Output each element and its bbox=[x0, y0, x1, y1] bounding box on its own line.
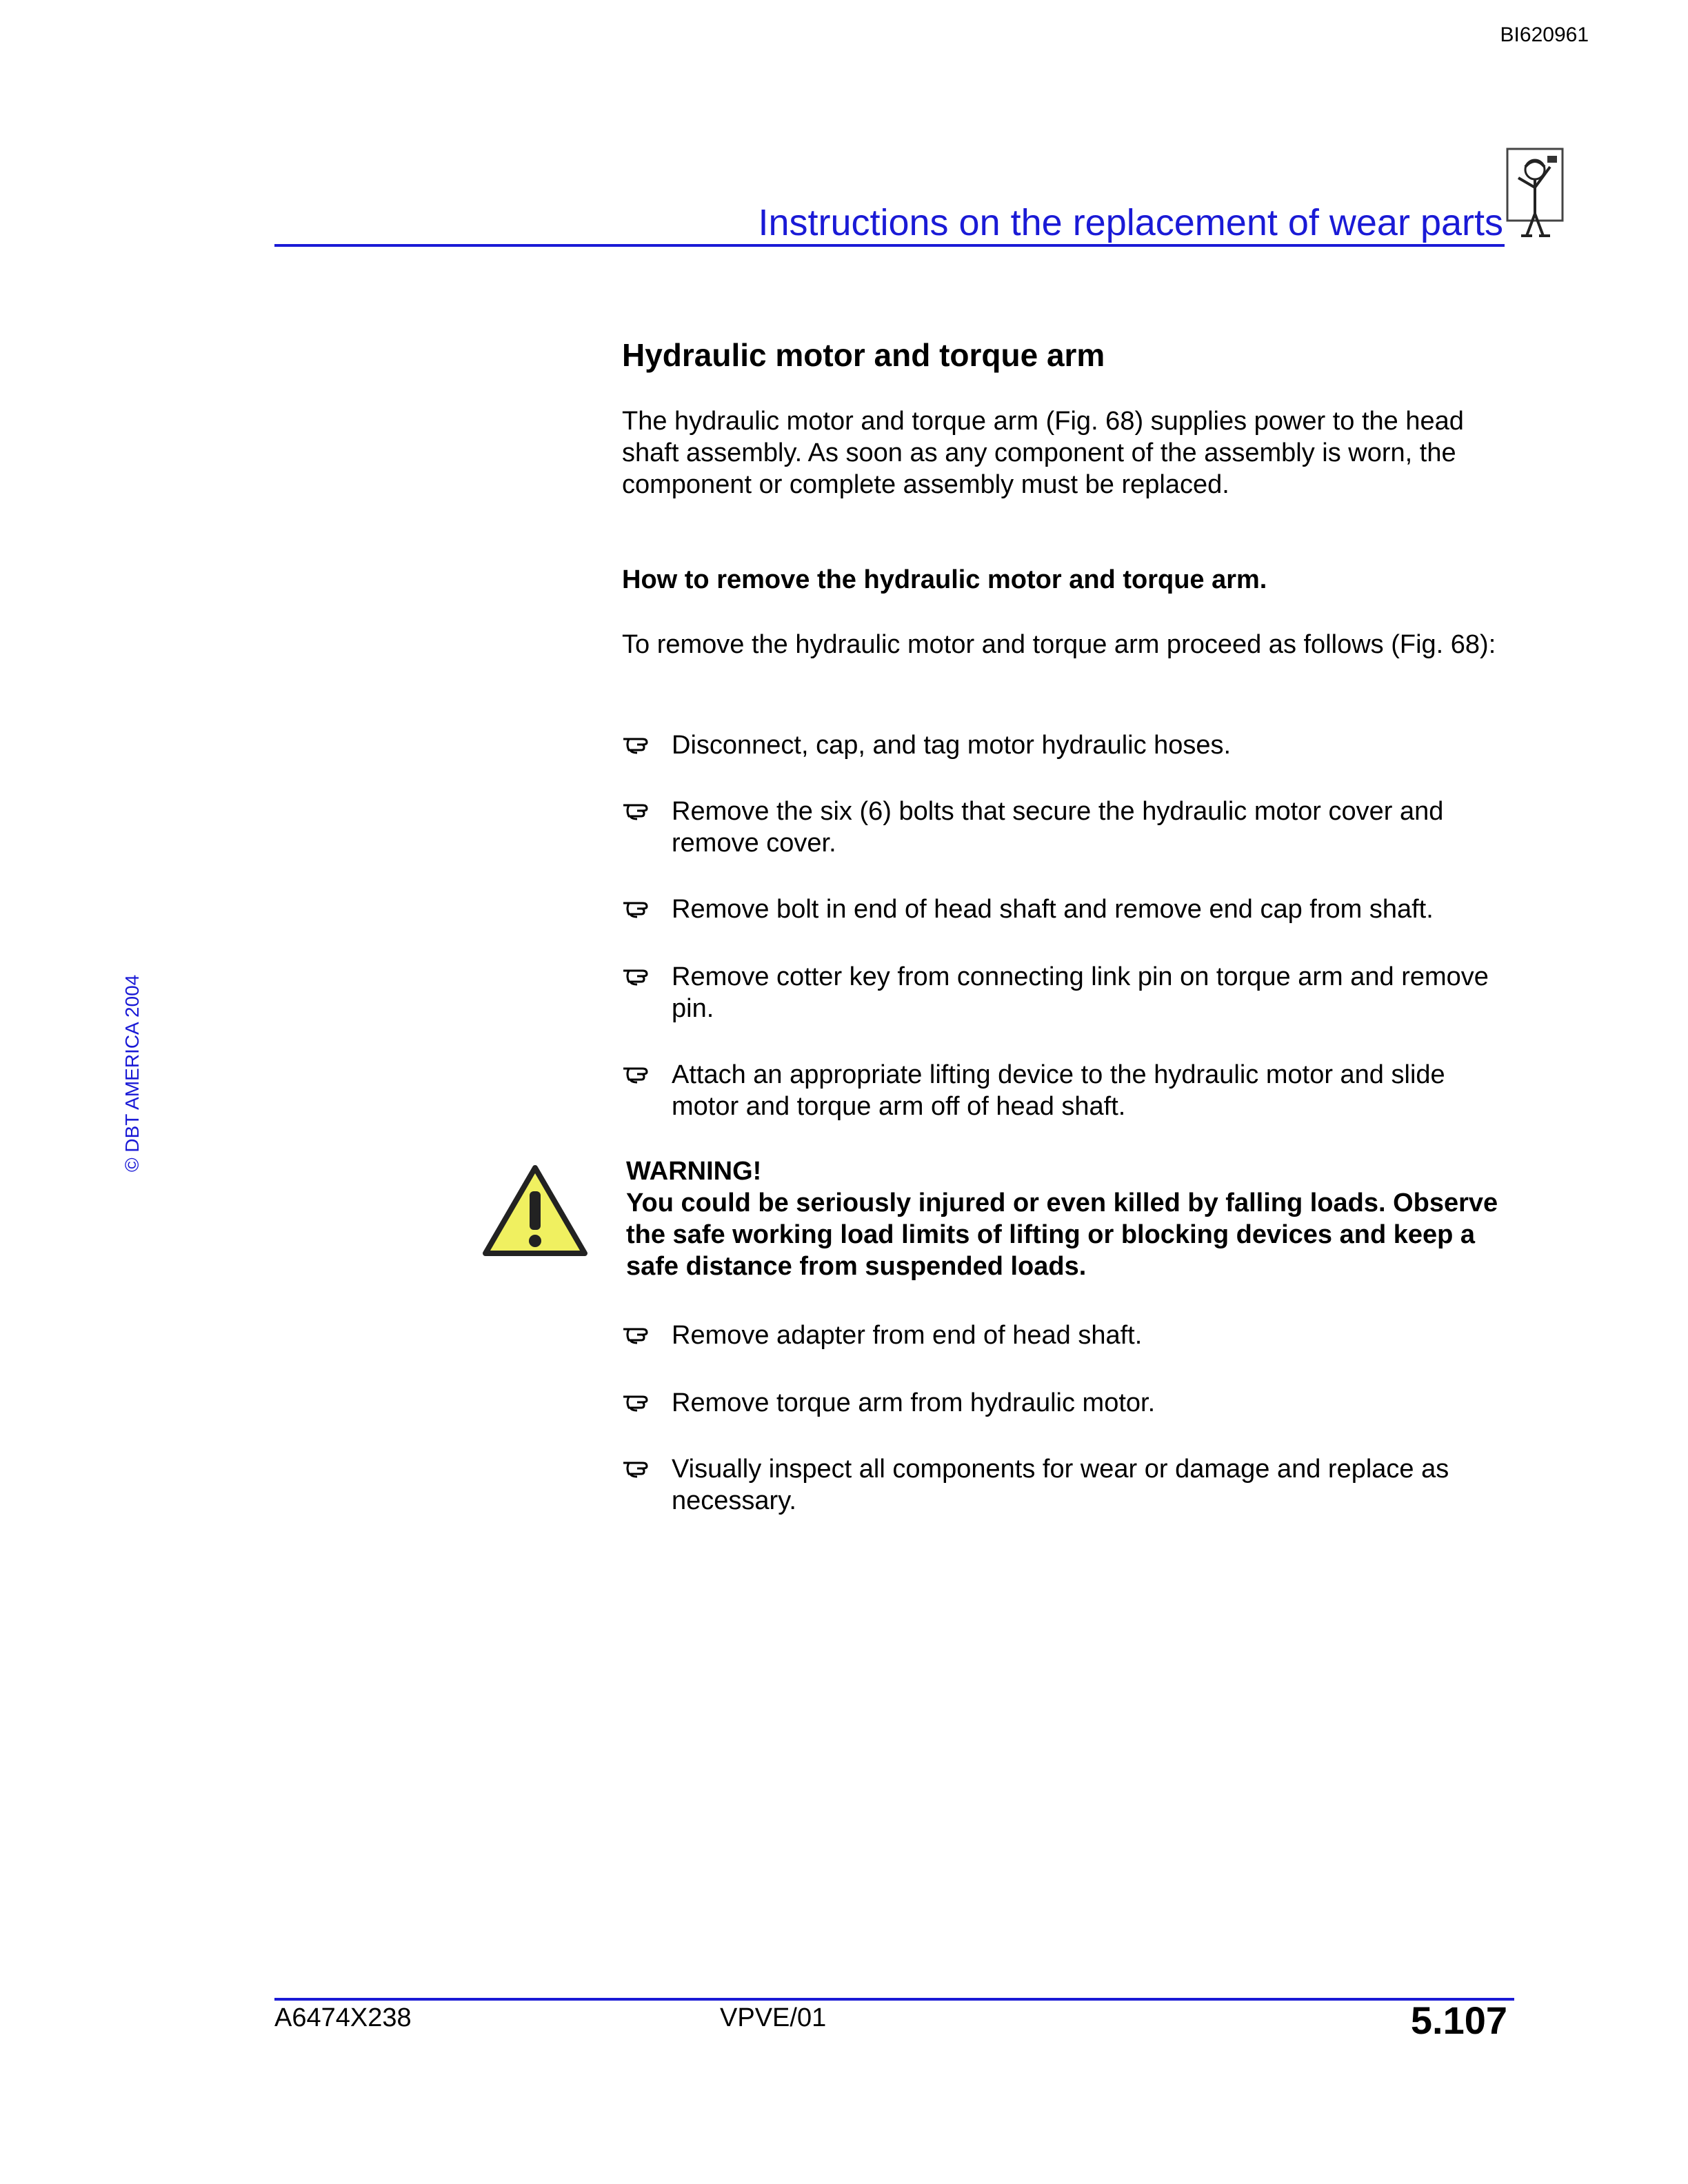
pointing-hand-icon bbox=[622, 1059, 652, 1086]
footer-rule bbox=[274, 1998, 1514, 2001]
footer-revision: VPVE/01 bbox=[720, 2003, 827, 2032]
warning-text: You could be seriously injured or even killed by falling loads. Observe the safe working load limits of lifting or blocking devices and keep a safe distance from suspended loads. bbox=[626, 1189, 1498, 1281]
step-text: Attach an appropriate lifting device to the hydraulic motor and slide motor and torque arm off of head shaft. bbox=[672, 1060, 1445, 1121]
document-id: BI620961 bbox=[1500, 23, 1589, 46]
page-number: 5.107 bbox=[1410, 1999, 1507, 2042]
pointing-hand-icon bbox=[622, 1453, 652, 1481]
step-text: Remove adapter from end of head shaft. bbox=[672, 1321, 1143, 1350]
pointing-hand-icon bbox=[622, 961, 652, 989]
warning-label: WARNING! bbox=[626, 1157, 762, 1186]
pointing-hand-icon bbox=[622, 893, 652, 921]
header-rule bbox=[274, 244, 1505, 247]
section-title: Hydraulic motor and torque arm bbox=[622, 337, 1105, 373]
step-text: Visually inspect all components for wear or damage and replace as necessary. bbox=[672, 1455, 1449, 1515]
procedure-intro: To remove the hydraulic motor and torque arm proceed as follows (Fig. 68): bbox=[622, 630, 1496, 659]
pointing-hand-icon bbox=[622, 1320, 652, 1347]
side-copyright: © DBT AMERICA 2004 bbox=[121, 974, 143, 1172]
warning-block bbox=[626, 1155, 1523, 1282]
footer-document-number: A6474X238 bbox=[274, 2003, 412, 2032]
step-text: Remove the six (6) bolts that secure the hydraulic motor cover and remove cover. bbox=[672, 797, 1444, 858]
page-header-title: Instructions on the replacement of wear parts bbox=[758, 202, 1503, 243]
procedure-subtitle: How to remove the hydraulic motor and torque arm. bbox=[622, 565, 1267, 594]
step-text: Disconnect, cap, and tag motor hydraulic hoses. bbox=[672, 731, 1232, 760]
step-text: Remove cotter key from connecting link pin on torque arm and remove pin. bbox=[672, 962, 1489, 1023]
intro-paragraph: The hydraulic motor and torque arm (Fig. 68) supplies power to the head shaft assembly. As soon as any component of the assembly is worn, the component or complete assembly must be replaced. bbox=[622, 407, 1464, 499]
pointing-hand-icon bbox=[622, 729, 652, 757]
warning-triangle-icon bbox=[481, 1164, 589, 1259]
pointing-hand-icon bbox=[622, 796, 652, 823]
mechanic-figure-icon bbox=[1505, 146, 1565, 243]
step-text: Remove bolt in end of head shaft and remove end cap from shaft. bbox=[672, 895, 1434, 924]
step-text: Remove torque arm from hydraulic motor. bbox=[672, 1388, 1156, 1417]
pointing-hand-icon bbox=[622, 1387, 652, 1415]
